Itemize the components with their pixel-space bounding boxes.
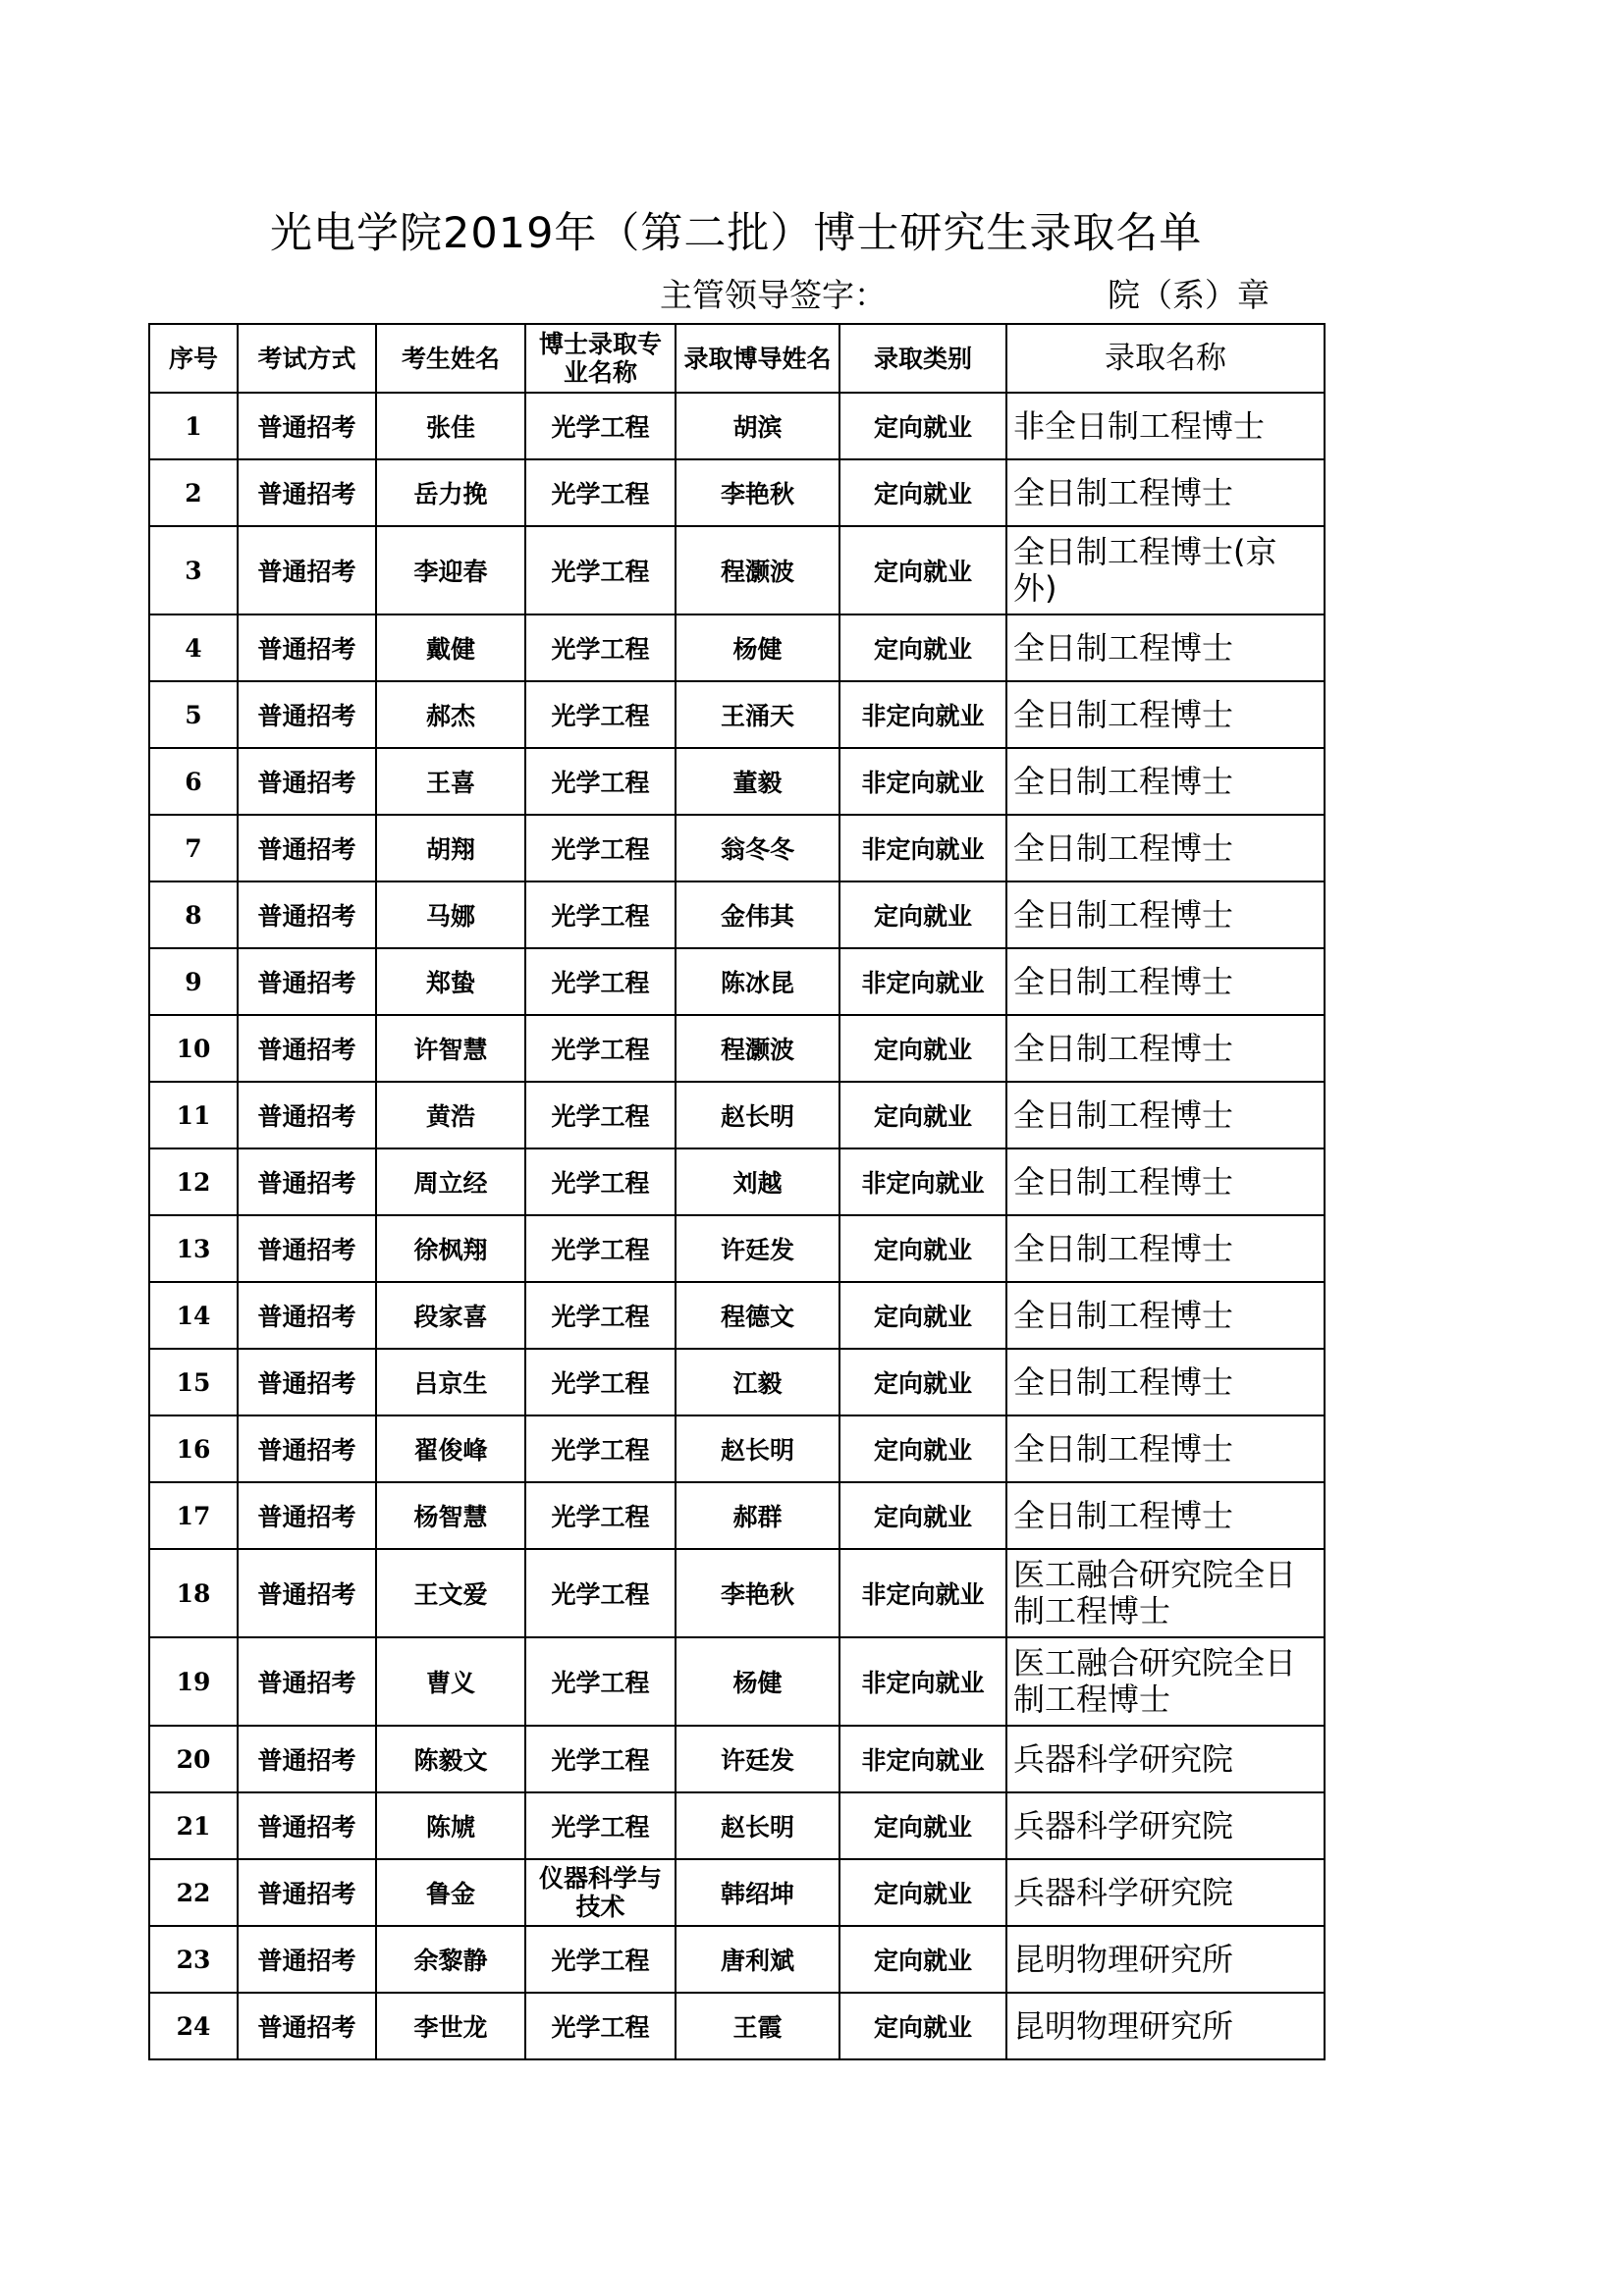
cell-supervisor: 杨健 xyxy=(676,1637,839,1726)
header-admission-name: 录取名称 xyxy=(1006,324,1325,393)
cell-major: 光学工程 xyxy=(525,1148,676,1215)
table-header-row xyxy=(149,324,1325,393)
cell-exam-method: 普通招考 xyxy=(238,748,376,815)
cell-major: 光学工程 xyxy=(525,614,676,681)
cell-major: 光学工程 xyxy=(525,1082,676,1148)
cell-supervisor: 李艳秋 xyxy=(676,459,839,526)
cell-supervisor: 许廷发 xyxy=(676,1215,839,1282)
cell-index: 2 xyxy=(149,459,238,526)
cell-supervisor: 胡滨 xyxy=(676,393,839,459)
table-row xyxy=(149,681,1325,748)
signature-label: 主管领导签字： xyxy=(660,276,887,314)
cell-admission-name: 全日制工程博士 xyxy=(1006,881,1325,948)
cell-index: 14 xyxy=(149,1282,238,1349)
cell-category: 定向就业 xyxy=(839,459,1006,526)
cell-supervisor: 金伟其 xyxy=(676,881,839,948)
cell-index: 11 xyxy=(149,1082,238,1148)
cell-category: 定向就业 xyxy=(839,1415,1006,1482)
cell-supervisor: 李艳秋 xyxy=(676,1549,839,1637)
cell-exam-method: 普通招考 xyxy=(238,1415,376,1482)
cell-index: 17 xyxy=(149,1482,238,1549)
cell-exam-method: 普通招考 xyxy=(238,681,376,748)
cell-supervisor: 王霞 xyxy=(676,1993,839,2059)
cell-major: 光学工程 xyxy=(525,1482,676,1549)
cell-category: 定向就业 xyxy=(839,1482,1006,1549)
cell-index: 23 xyxy=(149,1926,238,1993)
page-title: 光电学院2019年（第二批）博士研究生录取名单 xyxy=(270,209,1203,258)
header-index: 序号 xyxy=(149,324,238,393)
cell-index: 21 xyxy=(149,1792,238,1859)
cell-exam-method: 普通招考 xyxy=(238,881,376,948)
table-row xyxy=(149,1482,1325,1549)
cell-candidate-name: 戴健 xyxy=(376,614,525,681)
cell-exam-method: 普通招考 xyxy=(238,614,376,681)
cell-admission-name: 全日制工程博士 xyxy=(1006,459,1325,526)
cell-admission-name: 非全日制工程博士 xyxy=(1006,393,1325,459)
cell-candidate-name: 徐枫翔 xyxy=(376,1215,525,1282)
cell-admission-name: 全日制工程博士 xyxy=(1006,748,1325,815)
cell-major: 光学工程 xyxy=(525,1215,676,1282)
cell-candidate-name: 王文爱 xyxy=(376,1549,525,1637)
cell-exam-method: 普通招考 xyxy=(238,1015,376,1082)
cell-category: 非定向就业 xyxy=(839,1726,1006,1792)
cell-category: 非定向就业 xyxy=(839,815,1006,881)
cell-index: 15 xyxy=(149,1349,238,1415)
cell-candidate-name: 周立经 xyxy=(376,1148,525,1215)
cell-category: 定向就业 xyxy=(839,614,1006,681)
cell-candidate-name: 马娜 xyxy=(376,881,525,948)
cell-admission-name: 兵器科学研究院 xyxy=(1006,1792,1325,1859)
cell-candidate-name: 黄浩 xyxy=(376,1082,525,1148)
cell-admission-name: 全日制工程博士 xyxy=(1006,1148,1325,1215)
cell-category: 定向就业 xyxy=(839,881,1006,948)
cell-major: 光学工程 xyxy=(525,1415,676,1482)
table-row xyxy=(149,1282,1325,1349)
cell-supervisor: 王涌天 xyxy=(676,681,839,748)
cell-index: 24 xyxy=(149,1993,238,2059)
cell-category: 非定向就业 xyxy=(839,748,1006,815)
cell-exam-method: 普通招考 xyxy=(238,1349,376,1415)
cell-index: 16 xyxy=(149,1415,238,1482)
cell-candidate-name: 杨智慧 xyxy=(376,1482,525,1549)
cell-admission-name: 医工融合研究院全日制工程博士 xyxy=(1006,1637,1325,1726)
cell-candidate-name: 李世龙 xyxy=(376,1993,525,2059)
table-row xyxy=(149,1859,1325,1926)
cell-exam-method: 普通招考 xyxy=(238,1637,376,1726)
cell-admission-name: 昆明物理研究所 xyxy=(1006,1926,1325,1993)
cell-exam-method: 普通招考 xyxy=(238,1082,376,1148)
cell-category: 定向就业 xyxy=(839,1282,1006,1349)
cell-category: 定向就业 xyxy=(839,1349,1006,1415)
cell-category: 定向就业 xyxy=(839,1215,1006,1282)
cell-major: 光学工程 xyxy=(525,1015,676,1082)
cell-supervisor: 杨健 xyxy=(676,614,839,681)
cell-exam-method: 普通招考 xyxy=(238,815,376,881)
cell-major: 光学工程 xyxy=(525,1792,676,1859)
cell-index: 7 xyxy=(149,815,238,881)
cell-category: 定向就业 xyxy=(839,1993,1006,2059)
cell-candidate-name: 王喜 xyxy=(376,748,525,815)
cell-category: 非定向就业 xyxy=(839,1549,1006,1637)
cell-candidate-name: 李迎春 xyxy=(376,526,525,614)
cell-admission-name: 兵器科学研究院 xyxy=(1006,1859,1325,1926)
cell-major: 仪器科学与技术 xyxy=(525,1859,676,1926)
table-row xyxy=(149,948,1325,1015)
table-row xyxy=(149,1726,1325,1792)
cell-index: 9 xyxy=(149,948,238,1015)
header-exam-method: 考试方式 xyxy=(238,324,376,393)
cell-candidate-name: 郝杰 xyxy=(376,681,525,748)
table-row xyxy=(149,1792,1325,1859)
cell-candidate-name: 陈虓 xyxy=(376,1792,525,1859)
cell-index: 10 xyxy=(149,1015,238,1082)
seal-label: 院（系）章 xyxy=(1108,276,1270,314)
cell-category: 定向就业 xyxy=(839,526,1006,614)
cell-supervisor: 程德文 xyxy=(676,1282,839,1349)
table-row xyxy=(149,393,1325,459)
cell-major: 光学工程 xyxy=(525,1926,676,1993)
cell-major: 光学工程 xyxy=(525,393,676,459)
table-row xyxy=(149,1637,1325,1726)
table-row xyxy=(149,815,1325,881)
cell-exam-method: 普通招考 xyxy=(238,1549,376,1637)
table-body xyxy=(149,393,1325,2059)
cell-index: 8 xyxy=(149,881,238,948)
cell-exam-method: 普通招考 xyxy=(238,1482,376,1549)
table-row xyxy=(149,1082,1325,1148)
cell-major: 光学工程 xyxy=(525,459,676,526)
cell-major: 光学工程 xyxy=(525,1637,676,1726)
cell-exam-method: 普通招考 xyxy=(238,1859,376,1926)
cell-index: 3 xyxy=(149,526,238,614)
table-row xyxy=(149,526,1325,614)
cell-category: 定向就业 xyxy=(839,1859,1006,1926)
cell-major: 光学工程 xyxy=(525,526,676,614)
header-category: 录取类别 xyxy=(839,324,1006,393)
cell-category: 定向就业 xyxy=(839,1792,1006,1859)
cell-index: 18 xyxy=(149,1549,238,1637)
cell-candidate-name: 胡翔 xyxy=(376,815,525,881)
cell-candidate-name: 曹义 xyxy=(376,1637,525,1726)
cell-category: 定向就业 xyxy=(839,1926,1006,1993)
cell-major: 光学工程 xyxy=(525,1282,676,1349)
header-major: 博士录取专业名称 xyxy=(525,324,676,393)
cell-supervisor: 韩绍坤 xyxy=(676,1859,839,1926)
cell-candidate-name: 鲁金 xyxy=(376,1859,525,1926)
table-row xyxy=(149,881,1325,948)
table-row xyxy=(149,1926,1325,1993)
cell-category: 非定向就业 xyxy=(839,681,1006,748)
cell-supervisor: 唐利斌 xyxy=(676,1926,839,1993)
cell-category: 非定向就业 xyxy=(839,1148,1006,1215)
cell-exam-method: 普通招考 xyxy=(238,526,376,614)
table-row xyxy=(149,1148,1325,1215)
cell-admission-name: 全日制工程博士 xyxy=(1006,1215,1325,1282)
cell-index: 13 xyxy=(149,1215,238,1282)
cell-supervisor: 赵长明 xyxy=(676,1415,839,1482)
cell-major: 光学工程 xyxy=(525,815,676,881)
cell-index: 4 xyxy=(149,614,238,681)
cell-admission-name: 全日制工程博士 xyxy=(1006,815,1325,881)
cell-admission-name: 兵器科学研究院 xyxy=(1006,1726,1325,1792)
cell-exam-method: 普通招考 xyxy=(238,1148,376,1215)
cell-exam-method: 普通招考 xyxy=(238,1926,376,1993)
table-row xyxy=(149,1015,1325,1082)
cell-admission-name: 医工融合研究院全日制工程博士 xyxy=(1006,1549,1325,1637)
cell-index: 6 xyxy=(149,748,238,815)
table-row xyxy=(149,1349,1325,1415)
cell-category: 非定向就业 xyxy=(839,948,1006,1015)
cell-admission-name: 昆明物理研究所 xyxy=(1006,1993,1325,2059)
cell-exam-method: 普通招考 xyxy=(238,1215,376,1282)
cell-supervisor: 翁冬冬 xyxy=(676,815,839,881)
cell-exam-method: 普通招考 xyxy=(238,1993,376,2059)
cell-major: 光学工程 xyxy=(525,1726,676,1792)
cell-index: 19 xyxy=(149,1637,238,1726)
cell-supervisor: 刘越 xyxy=(676,1148,839,1215)
table-row xyxy=(149,459,1325,526)
cell-admission-name: 全日制工程博士 xyxy=(1006,1482,1325,1549)
table-row xyxy=(149,1549,1325,1637)
cell-admission-name: 全日制工程博士(京外) xyxy=(1006,526,1325,614)
cell-candidate-name: 余黎静 xyxy=(376,1926,525,1993)
cell-index: 5 xyxy=(149,681,238,748)
cell-admission-name: 全日制工程博士 xyxy=(1006,1282,1325,1349)
header-supervisor: 录取博导姓名 xyxy=(676,324,839,393)
cell-major: 光学工程 xyxy=(525,948,676,1015)
cell-candidate-name: 郑蛰 xyxy=(376,948,525,1015)
cell-exam-method: 普通招考 xyxy=(238,1726,376,1792)
cell-exam-method: 普通招考 xyxy=(238,948,376,1015)
cell-category: 定向就业 xyxy=(839,393,1006,459)
cell-major: 光学工程 xyxy=(525,681,676,748)
cell-category: 定向就业 xyxy=(839,1015,1006,1082)
cell-supervisor: 江毅 xyxy=(676,1349,839,1415)
cell-major: 光学工程 xyxy=(525,1993,676,2059)
cell-admission-name: 全日制工程博士 xyxy=(1006,1349,1325,1415)
cell-major: 光学工程 xyxy=(525,1349,676,1415)
cell-admission-name: 全日制工程博士 xyxy=(1006,681,1325,748)
cell-major: 光学工程 xyxy=(525,1549,676,1637)
cell-candidate-name: 翟俊峰 xyxy=(376,1415,525,1482)
cell-index: 20 xyxy=(149,1726,238,1792)
cell-index: 22 xyxy=(149,1859,238,1926)
cell-supervisor: 程灏波 xyxy=(676,1015,839,1082)
header-candidate-name: 考生姓名 xyxy=(376,324,525,393)
table-row xyxy=(149,748,1325,815)
cell-supervisor: 郝群 xyxy=(676,1482,839,1549)
cell-supervisor: 赵长明 xyxy=(676,1082,839,1148)
cell-admission-name: 全日制工程博士 xyxy=(1006,1415,1325,1482)
cell-supervisor: 赵长明 xyxy=(676,1792,839,1859)
table-row xyxy=(149,1215,1325,1282)
cell-supervisor: 董毅 xyxy=(676,748,839,815)
cell-major: 光学工程 xyxy=(525,748,676,815)
cell-category: 定向就业 xyxy=(839,1082,1006,1148)
cell-exam-method: 普通招考 xyxy=(238,1792,376,1859)
table-row xyxy=(149,1415,1325,1482)
cell-candidate-name: 段家喜 xyxy=(376,1282,525,1349)
cell-admission-name: 全日制工程博士 xyxy=(1006,614,1325,681)
cell-major: 光学工程 xyxy=(525,881,676,948)
cell-admission-name: 全日制工程博士 xyxy=(1006,1015,1325,1082)
cell-candidate-name: 岳力挽 xyxy=(376,459,525,526)
table-row xyxy=(149,1993,1325,2059)
cell-candidate-name: 张佳 xyxy=(376,393,525,459)
cell-admission-name: 全日制工程博士 xyxy=(1006,1082,1325,1148)
cell-exam-method: 普通招考 xyxy=(238,1282,376,1349)
cell-exam-method: 普通招考 xyxy=(238,393,376,459)
cell-supervisor: 程灏波 xyxy=(676,526,839,614)
cell-candidate-name: 许智慧 xyxy=(376,1015,525,1082)
cell-admission-name: 全日制工程博士 xyxy=(1006,948,1325,1015)
cell-index: 12 xyxy=(149,1148,238,1215)
cell-supervisor: 许廷发 xyxy=(676,1726,839,1792)
cell-exam-method: 普通招考 xyxy=(238,459,376,526)
cell-candidate-name: 陈毅文 xyxy=(376,1726,525,1792)
admission-table xyxy=(148,323,1326,2060)
table-row xyxy=(149,614,1325,681)
cell-supervisor: 陈冰昆 xyxy=(676,948,839,1015)
cell-category: 非定向就业 xyxy=(839,1637,1006,1726)
cell-index: 1 xyxy=(149,393,238,459)
cell-candidate-name: 吕京生 xyxy=(376,1349,525,1415)
